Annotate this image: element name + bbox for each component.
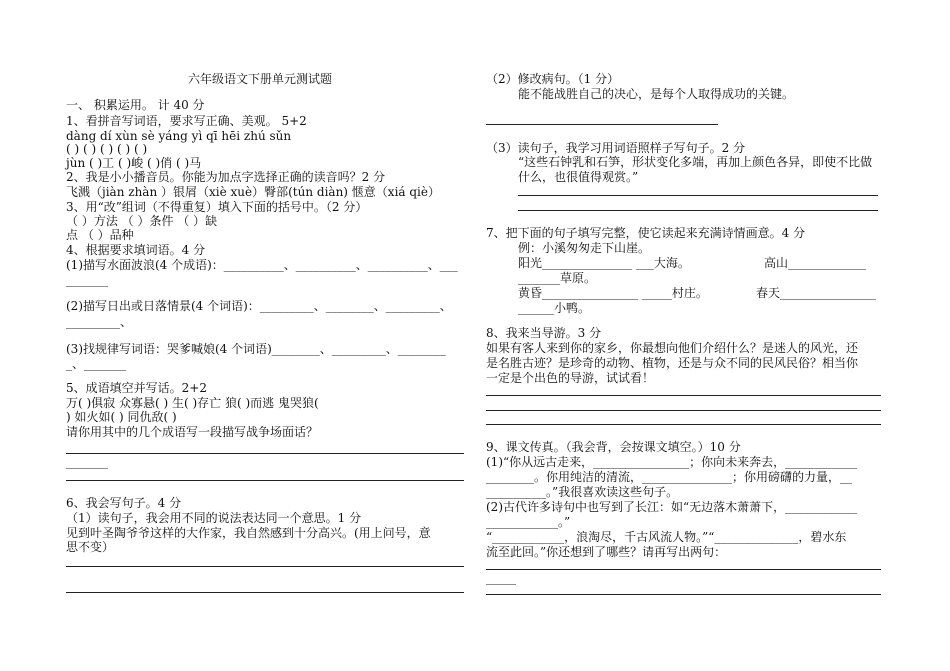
question-5: 5、成语填空并写话。2+2 [66, 381, 207, 395]
answer-line [66, 453, 464, 454]
question-8-b: 是名胜古迹？是珍奇的动物、植物，还是与众不同的民风民俗？相当你 [486, 356, 859, 370]
question-1-jun: jùn ( )工 ( )峻 ( )俏 ( )马 [66, 156, 202, 170]
question-1-pinyin: dàng dí xùn sè yáng yì qī hēi zhú sǔn [66, 129, 292, 143]
question-4-1: (1)描写水面波浪(4 个成语)：__________、__________、__________、___ [66, 258, 458, 272]
question-5-line-1: 万( )俱寂 众寡悬( ) 生( )存亡 狼( )而逃 鬼哭狼( [66, 396, 319, 410]
question-7-b2: 春天________________ [756, 286, 877, 300]
question-7-b1: 黄昏________________ _____村庄。 [518, 286, 708, 300]
answer-line [486, 124, 718, 125]
question-r3: （3）读句子，我学习用词语照样子写句子。2 分 [486, 141, 746, 155]
question-8: 8、我来当导游。3 分 [486, 326, 602, 340]
question-9-h: _____ [486, 571, 516, 585]
answer-line [486, 410, 881, 411]
question-r3-b: 什么，也很值得观赏。” [518, 170, 639, 184]
answer-line [486, 424, 881, 425]
question-6-1-b: 思不变） [66, 540, 115, 554]
question-5-tail: _______ [66, 455, 108, 469]
page-title: 六年级语文下册单元测试题 [188, 72, 333, 86]
question-9-e: ____________。” [486, 515, 571, 529]
question-7-a3: _______草原。 [518, 271, 597, 285]
question-9-g: 流至此回。”你还想到了哪些？请再写出两句： [486, 545, 727, 559]
question-9-b: ________。你用纯洁的清流，_______________；你用磅礴的力量，__ [486, 470, 853, 484]
question-7-a1: 阳光_______________ ___大海。 [518, 256, 690, 270]
question-7-a2: 高山_____________ [764, 256, 867, 270]
question-5-line-2: ) 如火如( ) 同仇敌( ) [66, 410, 177, 424]
question-5-ask: 请你用其中的几个成语写一段描写战争场面话？ [66, 425, 319, 439]
question-7-b3: ______小鸭。 [518, 301, 591, 315]
question-3-line-2: 点 （ ）品种 [66, 228, 134, 242]
question-6: 6、我会写句子。4 分 [66, 496, 182, 510]
question-2-words: 飞溅（jiàn zhàn ）银屑（xiè xuè）臀部(tún diàn) 惬意（xiá qiè） [66, 185, 440, 199]
question-8-c: 一定是个出色的导游，试试看！ [486, 371, 655, 385]
question-r3-a: “这些石钟乳和石笋，形状变化多端，再加上颜色各异，即使不比做 [518, 155, 873, 169]
question-6-1: （1）读句子，我会用不同的说法表达同一个意思。1 分 [66, 511, 362, 525]
question-3-line-1: （ ）方法 （ ）条件 （ ）缺 [66, 214, 218, 228]
section-1-heading: 一、 积累运用。 计 40 分 [66, 98, 205, 112]
question-r2-text: 能不能战胜自己的决心，是每个人取得成功的关键。 [518, 87, 795, 101]
question-8-a: 如果有客人来到你的家乡，你最想向他们介绍什么？是迷人的风光，还 [486, 341, 859, 355]
question-1: 1、看拼音写词语，要求写正确、美观。 5+2 [66, 114, 307, 128]
answer-line [486, 569, 881, 570]
question-6-1-a: 见到叶圣陶爷爷这样的大作家，我自然感到十分高兴。(用上问号，意 [66, 526, 431, 540]
question-4-2-cont: _________、 [66, 315, 133, 329]
question-7: 7、把下面的句子填写完整，使它读起来充满诗情画意。4 分 [486, 226, 806, 240]
question-2: 2、我是小小播音员。你能为加点字选择正确的读音吗？2 分 [66, 170, 386, 184]
answer-line [66, 480, 464, 481]
question-4-3-cont: _、_______ [66, 357, 127, 371]
question-4-3: (3)找规律写词语：哭爹喊娘(4 个词语)________、_________、________ [66, 342, 446, 356]
question-4-2: (2)描写日出或日落情景(4 个词语)：_________、________、_________、 [66, 299, 452, 313]
answer-line [486, 594, 881, 595]
question-9: 9、课文传真。（我会背，会按课文填空。）10 分 [486, 440, 741, 454]
question-9-a: (1)“你从远古走来，________________；你向未来奔去，____________ [486, 455, 858, 469]
question-4-1-cont: _______ [66, 273, 108, 287]
question-9-d: (2)古代许多诗句中也写到了长江：如“无边落木萧萧下，____________ [486, 500, 858, 514]
question-9-f: “____________，浪淘尽，千古风流人物。”“______________，碧水东 [486, 530, 847, 544]
answer-line [518, 210, 878, 211]
question-4: 4、根据要求填词语。4 分 [66, 243, 206, 257]
question-9-c: __________。”我很喜欢读这些句子。 [486, 485, 679, 499]
question-r2: （2）修改病句。（1 分） [486, 72, 620, 86]
question-3: 3、用“改”组词（不得重复）填入下面的括号中。（2 分） [66, 200, 368, 214]
answer-line [486, 395, 881, 396]
answer-line [66, 566, 464, 567]
answer-line [66, 592, 464, 593]
question-7-example: 例：小溪匆匆走下山崖。 [518, 241, 651, 255]
answer-line [518, 195, 878, 196]
question-1-boxes: ( ) ( ) ( ) ( ) ( ) [66, 142, 148, 156]
